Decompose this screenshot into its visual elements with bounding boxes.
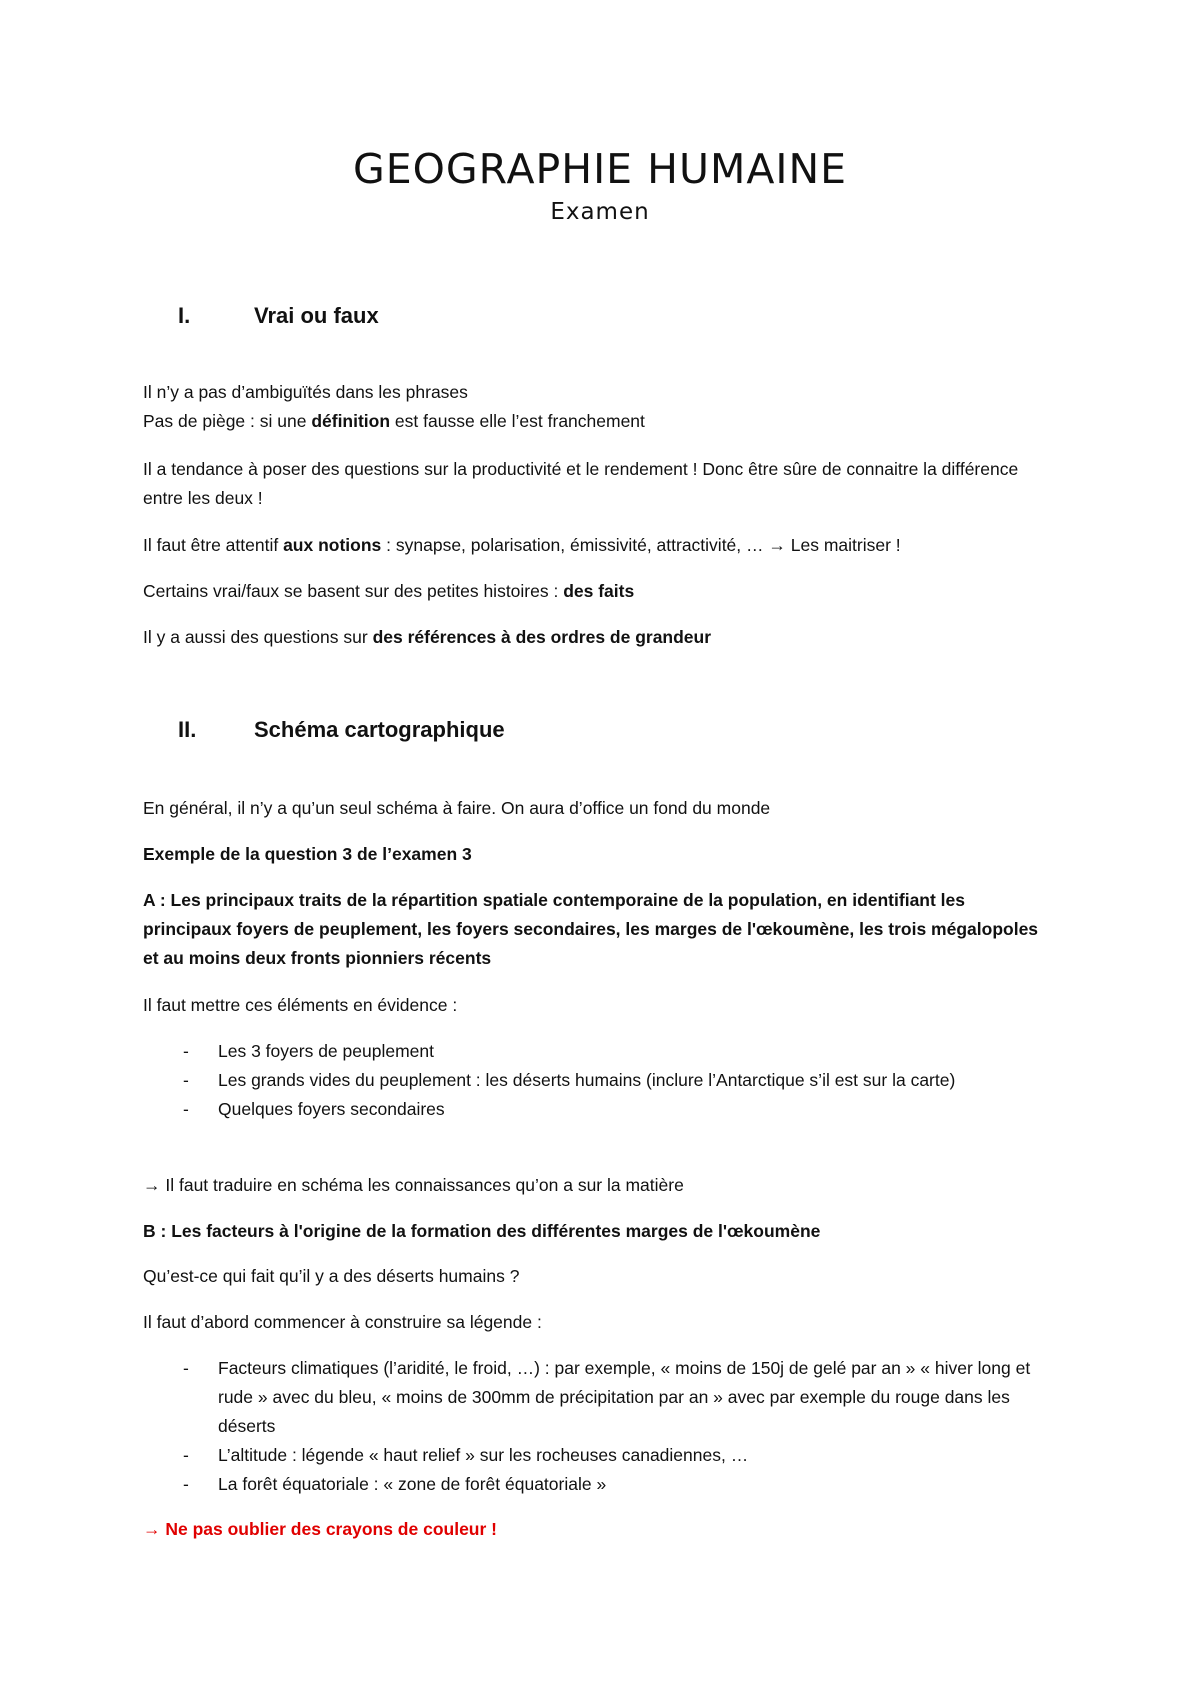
dash-icon: - xyxy=(183,1474,189,1494)
list-item-text: Les grands vides du peuplement : les déserts humains (inclure l’Antarctique s’il est sur la carte) xyxy=(218,1070,956,1090)
bullet-list-a xyxy=(143,1037,1058,1124)
paragraph xyxy=(143,378,1058,436)
list-item xyxy=(143,1470,1058,1499)
section-number: I. xyxy=(178,303,191,328)
question-b: B : Les facteurs à l'origine de la formation des différentes marges de l'œkoumène xyxy=(143,1221,821,1241)
paragraph xyxy=(143,577,1058,606)
text-run: Certains vrai/faux se basent sur des petites histoires : xyxy=(143,581,564,601)
page-subtitle: Examen xyxy=(550,199,650,225)
paragraph: En général, il n’y a qu’un seul schéma à faire. On aura d’office un fond du monde xyxy=(143,798,771,818)
text-line: Il n’y a pas d’ambiguïtés dans les phrases xyxy=(143,382,468,402)
paragraph: Qu’est-ce qui fait qu’il y a des déserts humains ? xyxy=(143,1266,520,1286)
text-run: est fausse elle l’est franchement xyxy=(390,411,645,431)
list-item xyxy=(143,1354,1058,1441)
list-item xyxy=(143,1441,1058,1470)
list-item-text: Les 3 foyers de peuplement xyxy=(218,1041,434,1061)
section-title: Schéma cartographique xyxy=(254,717,505,742)
question-a: A : Les principaux traits de la répartition spatiale contemporaine de la population, en identifiant les principaux foyers de peuplement, les foyers secondaires, les marges de l'œkoumène, les trois mégalopoles et au moins deux fronts pionniers récents xyxy=(143,890,1039,968)
paragraph: → Il faut traduire en schéma les connaissances qu’on a sur la matière xyxy=(143,1175,684,1195)
page-title: GEOGRAPHIE HUMAINE xyxy=(352,145,848,193)
paragraph xyxy=(143,623,1058,652)
list-item-text: Facteurs climatiques (l’aridité, le froid, …) : par exemple, « moins de 150j de gelé par an » « hiver long et rude » avec du bleu, « moins de 300mm de précipitation par an » avec par exemple du rouge dans les déserts xyxy=(218,1358,1031,1436)
section-heading-2 xyxy=(178,717,505,743)
dash-icon: - xyxy=(183,1041,189,1061)
paragraph: Il a tendance à poser des questions sur la productivité et le rendement ! Donc être sûre de connaitre la différence entre les deux ! xyxy=(143,459,1019,508)
title-block xyxy=(0,143,1200,229)
dash-icon: - xyxy=(183,1070,189,1090)
list-item xyxy=(143,1095,1058,1124)
bold-run: des faits xyxy=(563,581,635,601)
section-heading-1 xyxy=(178,303,379,329)
list-item-text: La forêt équatoriale : « zone de forêt équatoriale » xyxy=(218,1474,607,1494)
list-item-text: Quelques foyers secondaires xyxy=(218,1099,445,1119)
text-run: : synapse, polarisation, émissivité, attractivité, … → Les maitriser ! xyxy=(381,535,901,555)
dash-icon: - xyxy=(183,1358,189,1378)
bold-run: définition xyxy=(311,411,391,431)
section-title: Vrai ou faux xyxy=(254,303,379,328)
list-item-text: L’altitude : légende « haut relief » sur les rocheuses canadiennes, … xyxy=(218,1445,749,1465)
section-number: II. xyxy=(178,717,197,742)
reminder-note: → Ne pas oublier des crayons de couleur ! xyxy=(143,1519,497,1539)
text-run: Il faut être attentif xyxy=(143,535,284,555)
paragraph: Il faut mettre ces éléments en évidence : xyxy=(143,995,458,1015)
list-item xyxy=(143,1037,1058,1066)
bullet-list-b xyxy=(143,1354,1058,1499)
bold-run: aux notions xyxy=(283,535,382,555)
bold-run: des références à des ordres de grandeur xyxy=(372,627,712,647)
paragraph xyxy=(143,531,1058,560)
dash-icon: - xyxy=(183,1099,189,1119)
list-item xyxy=(143,1066,1058,1095)
example-title: Exemple de la question 3 de l’examen 3 xyxy=(143,844,472,864)
text-run: Pas de piège : si une xyxy=(143,411,312,431)
paragraph: Il faut d’abord commencer à construire sa légende : xyxy=(143,1312,542,1332)
dash-icon: - xyxy=(183,1445,189,1465)
text-run: Il y a aussi des questions sur xyxy=(143,627,373,647)
